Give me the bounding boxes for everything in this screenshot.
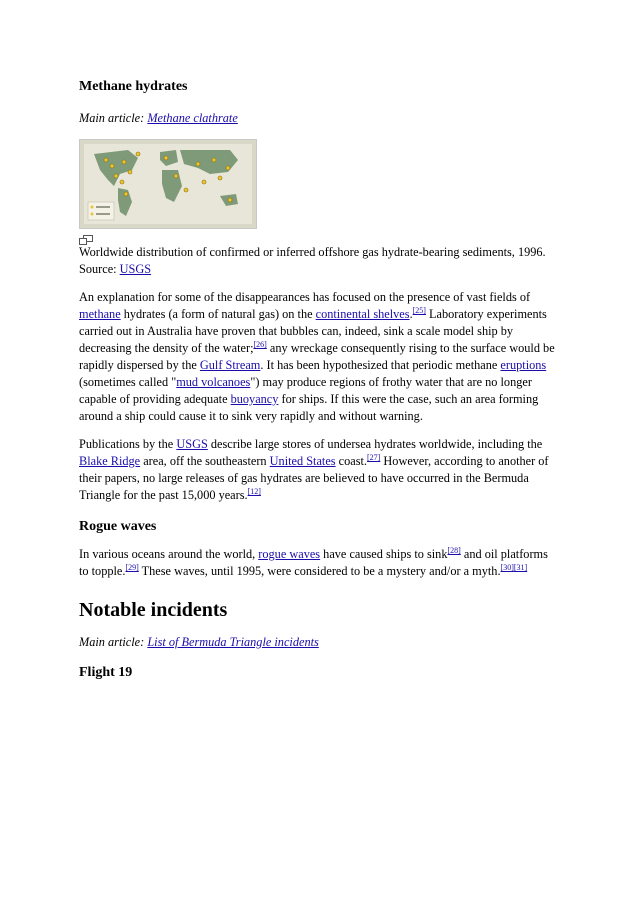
link-usgs[interactable]: USGS: [176, 437, 208, 451]
link-usgs-source[interactable]: USGS: [119, 262, 152, 276]
link-rogue-waves[interactable]: rogue waves: [258, 547, 321, 561]
heading-flight-19: Flight 19: [79, 665, 133, 680]
text-run: coast.: [335, 454, 368, 468]
link-methane[interactable]: methane: [79, 307, 121, 321]
text-run: Laboratory experiments carried out in Australia have proven that bubbles can, indeed, sink a scale model ship by decreasing the density of the water;: [79, 307, 547, 355]
main-article-note: [79, 110, 559, 127]
text-run: and oil platforms to topple.: [79, 547, 548, 578]
citation-27[interactable]: [27]: [367, 453, 381, 462]
link-continental-shelves[interactable]: continental shelves: [315, 307, 410, 321]
source-prefix: Source:: [79, 262, 120, 276]
article-body: [79, 78, 559, 682]
text-run: for ships. If this were the case, such an area forming around a ship could cause it to sink very rapidly and without warning.: [79, 392, 539, 423]
paragraph-usgs-publications: [79, 436, 559, 504]
citation-12[interactable]: [12]: [247, 487, 261, 496]
text-run: ") may produce regions of frothy water that are no longer capable of providing adequate: [79, 375, 532, 406]
text-run: describe large stores of undersea hydrates worldwide, including the: [207, 437, 543, 451]
citation-29[interactable]: [29]: [125, 563, 139, 572]
paragraph-methane-explanation: An explanation for some of the disappearances has focused on the presence of vast fields of methane hydrates (a form of natural gas) on the continental shelves.[25] Laboratory experiments carried out in Australia have proven that bubbles can, indeed, sink a scale model ship by decreasing the density of the water;[26] any wreckage consequently rising to the surface would be rapidly dispersed by the Gulf Stream. It has been hypothesized that periodic methane eruptions (sometimes called "mud volcanoes") may produce regions of frothy water that are no longer capable of providing adequate buoyancy for ships. If this were the case, such an area forming around a ship could cause it to sink very rapidly and without warning.: [79, 290, 555, 423]
text-run: However, according to another of their papers, no large releases of gas hydrates are believed to have occurred in the Bermuda Triangle for the past 15,000 years.: [79, 454, 549, 502]
text-run: hydrates (a form of natural gas) on the: [120, 307, 316, 321]
text-run: These waves, until 1995, were considered to be a mystery and/or a myth.: [138, 564, 501, 578]
text-run: area, off the southeastern: [140, 454, 270, 468]
text-run: . It has been hypothesized that periodic methane: [260, 358, 501, 372]
text-run: (sometimes called ": [79, 375, 177, 389]
link-united-states[interactable]: United States: [269, 454, 336, 468]
map-caption-source: [79, 261, 559, 278]
text-run: In various oceans around the world,: [79, 547, 259, 561]
text-run: have caused ships to sink: [320, 547, 448, 561]
heading-notable-incidents: Notable incidents: [79, 599, 228, 621]
link-gulf-stream[interactable]: Gulf Stream: [199, 358, 261, 372]
map-caption: Worldwide distribution of confirmed or inferred offshore gas hydrate-bearing sediments, 1996.: [79, 245, 546, 259]
citation-31[interactable]: [31]: [513, 563, 528, 572]
citation-28[interactable]: [28]: [447, 546, 461, 555]
link-blake-ridge[interactable]: Blake Ridge: [79, 454, 141, 468]
text-run: any wreckage consequently rising to the surface would be rapidly dispersed by the: [79, 341, 555, 372]
heading-methane-hydrates: Methane hydrates: [79, 79, 188, 94]
main-article-note-incidents: [79, 634, 559, 651]
link-eruptions[interactable]: eruptions: [500, 358, 547, 372]
world-map-image: [80, 140, 256, 228]
link-mud-volcanoes[interactable]: mud volcanoes: [176, 375, 251, 389]
citation-26[interactable]: [26]: [253, 340, 267, 349]
paragraph-rogue-waves: [79, 546, 559, 580]
text-run: An explanation for some of the disappearances has focused on the presence of vast fields of: [79, 290, 531, 304]
main-article-prefix: Main article:: [79, 111, 148, 125]
text-run: Publications by the: [79, 437, 177, 451]
link-methane-clathrate[interactable]: Methane clathrate: [147, 111, 238, 125]
citation-30[interactable]: [30]: [500, 563, 514, 572]
heading-rogue-waves: Rogue waves: [79, 519, 157, 534]
main-article-prefix: Main article:: [79, 635, 148, 649]
link-buoyancy[interactable]: buoyancy: [230, 392, 279, 406]
world-map-thumbnail[interactable]: [79, 139, 257, 229]
citation-25[interactable]: [25]: [412, 306, 426, 315]
link-list-of-incidents[interactable]: List of Bermuda Triangle incidents: [147, 635, 319, 649]
